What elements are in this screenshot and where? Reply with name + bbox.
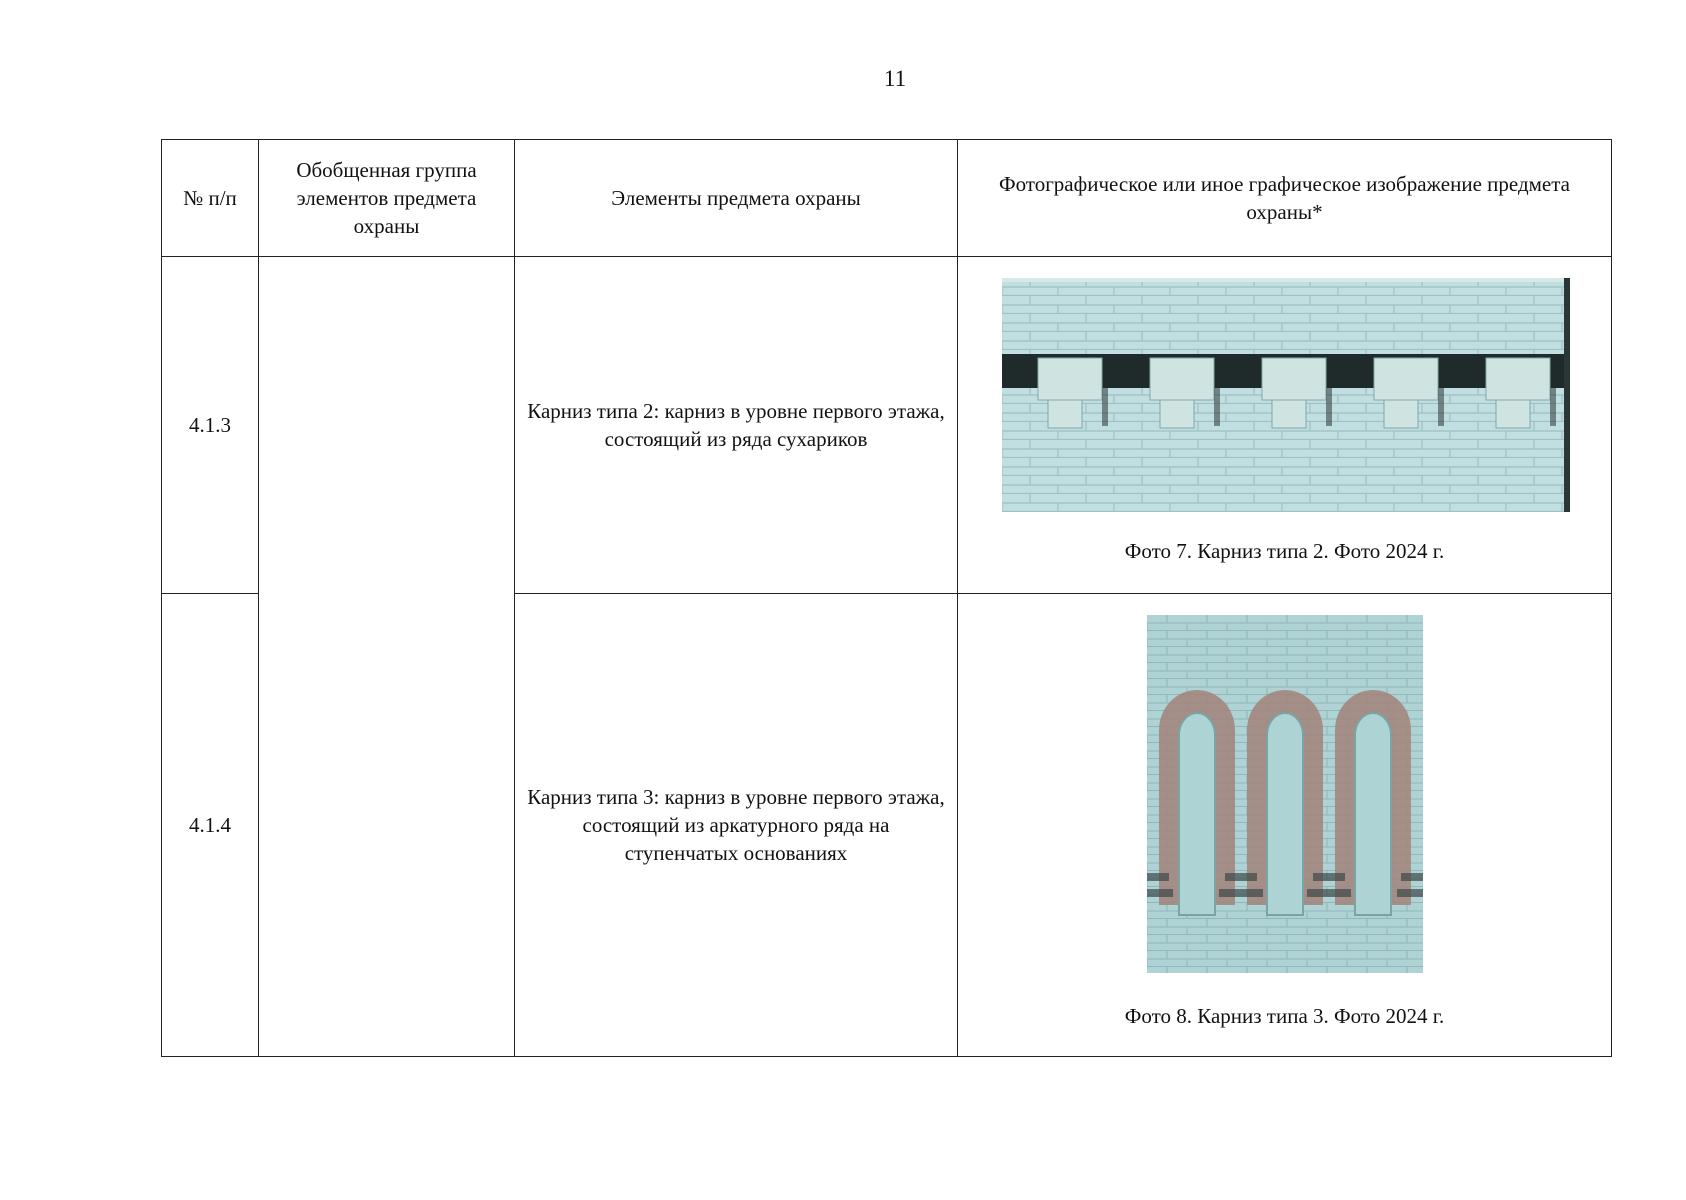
row-group <box>259 257 515 1057</box>
table-header-row <box>162 140 1612 257</box>
row-element: Карниз типа 3: карниз в уровне первого этажа, состоящий из аркатурного ряда на ступенчатых основаниях <box>515 594 958 1057</box>
photo-cell <box>958 594 1612 1057</box>
photo-caption: Фото 7. Карниз типа 2. Фото 2024 г. <box>1124 539 1445 563</box>
header-number: № п/п <box>162 140 259 257</box>
header-image: Фотографическое или иное графическое изображение предмета охраны* <box>958 140 1612 257</box>
header-group: Обобщенная группа элементов предмета охраны <box>259 140 515 257</box>
table-row <box>162 257 1612 594</box>
photo-cornice-type-2 <box>1002 278 1570 512</box>
header-elements: Элементы предмета охраны <box>515 140 958 257</box>
photo-cell <box>958 257 1612 594</box>
row-number: 4.1.4 <box>162 594 259 1057</box>
photo-caption: Фото 8. Карниз типа 3. Фото 2024 г. <box>1124 1004 1445 1028</box>
heritage-elements-table <box>161 139 1612 1057</box>
photo-cornice-type-3 <box>1147 615 1423 973</box>
row-number: 4.1.3 <box>162 257 259 594</box>
row-element: Карниз типа 2: карниз в уровне первого этажа, состоящий из ряда сухариков <box>515 257 958 594</box>
page-number: 11 <box>883 66 907 91</box>
